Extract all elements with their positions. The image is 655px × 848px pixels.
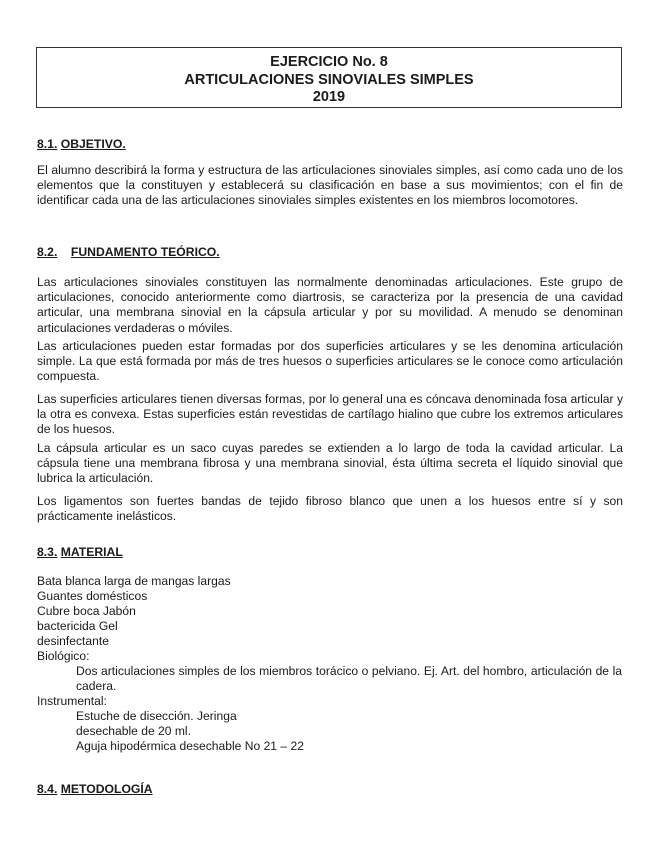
fundamento-paragraph-5: Los ligamentos son fuertes bandas de tejido fibroso blanco que unen a los huesos entre sí y son prácticamente inelásticos. <box>37 494 623 524</box>
material-line: Guantes domésticos <box>37 589 148 603</box>
section-label: METODOLOGÍA <box>60 782 153 796</box>
section-number: 8.3. <box>37 545 58 559</box>
material-line: bactericida Gel <box>37 619 118 633</box>
section-number: 8.1. <box>37 137 58 151</box>
section-label: OBJETIVO. <box>60 137 126 151</box>
instrumental-label: Instrumental: <box>37 694 107 708</box>
material-line: Cubre boca Jabón <box>37 604 136 618</box>
section-heading-metodologia <box>37 782 153 796</box>
section-label: MATERIAL <box>60 545 123 559</box>
instrumental-line: Aguja hipodérmica desechable No 21 – 22 <box>76 739 304 753</box>
title-line-1: EJERCICIO No. 8 <box>270 54 388 70</box>
fundamento-paragraph-4: La cápsula articular es un saco cuyas paredes se extienden a lo largo de toda la cavidad articular. La cápsula tiene una membrana fibrosa y una membrana sinovial, ésta última secreta el líquido sinovial que lubrica la articulación. <box>37 441 623 486</box>
material-line: desinfectante <box>37 634 109 648</box>
objetivo-paragraph: El alumno describirá la forma y estructura de las articulaciones sinoviales simples, así como cada uno de los elementos que la constituyen y establecerá su clasificación en base a sus movimientos; con el fin de identificar cada una de las articulaciones sinoviales simples existentes en los miembros locomotores. <box>37 163 623 208</box>
fundamento-paragraph-2: Las articulaciones pueden estar formadas por dos superficies articulares y se les denomina articulación simple. La que está formada por más de tres huesos o superficies articulares se le conoce como articulación compuesta. <box>37 339 623 384</box>
title-box <box>36 47 622 108</box>
title-line-3: 2019 <box>312 89 346 105</box>
instrumental-line: Estuche de disección. Jeringa <box>76 709 237 723</box>
section-number: 8.2. <box>37 245 58 259</box>
section-heading-objetivo <box>37 137 126 151</box>
instrumental-line: desechable de 20 ml. <box>76 724 191 738</box>
material-line-biologico: Biológico: <box>37 649 90 663</box>
section-label: FUNDAMENTO TEÓRICO. <box>70 245 220 259</box>
section-number: 8.4. <box>37 782 58 796</box>
section-heading-fundamento <box>37 245 220 259</box>
material-line: Bata blanca larga de mangas largas <box>37 574 231 588</box>
title-line-2: ARTICULACIONES SINOVIALES SIMPLES <box>184 71 474 88</box>
fundamento-paragraph-3: Las superficies articulares tienen diversas formas, por lo general una es cóncava denominada fosa articular y la otra es convexa. Estas superficies están revestidas de cartílago hialino que cubre los extremos articulares de los huesos. <box>37 392 623 437</box>
fundamento-paragraph-1: Las articulaciones sinoviales constituyen las normalmente denominadas articulaciones. Este grupo de articulaciones, conocido anteriormente como diartrosis, se caracteriza por la presencia de una cavidad articular, una membrana sinovial en la cápsula articular y por su movilidad. A menudo se denominan articulaciones verdaderas o móviles. <box>37 275 623 335</box>
section-heading-material <box>37 545 123 559</box>
biologico-text: Dos articulaciones simples de los miembros torácico o pelviano. Ej. Art. del hombro, articulación de la cadera. <box>76 664 622 694</box>
